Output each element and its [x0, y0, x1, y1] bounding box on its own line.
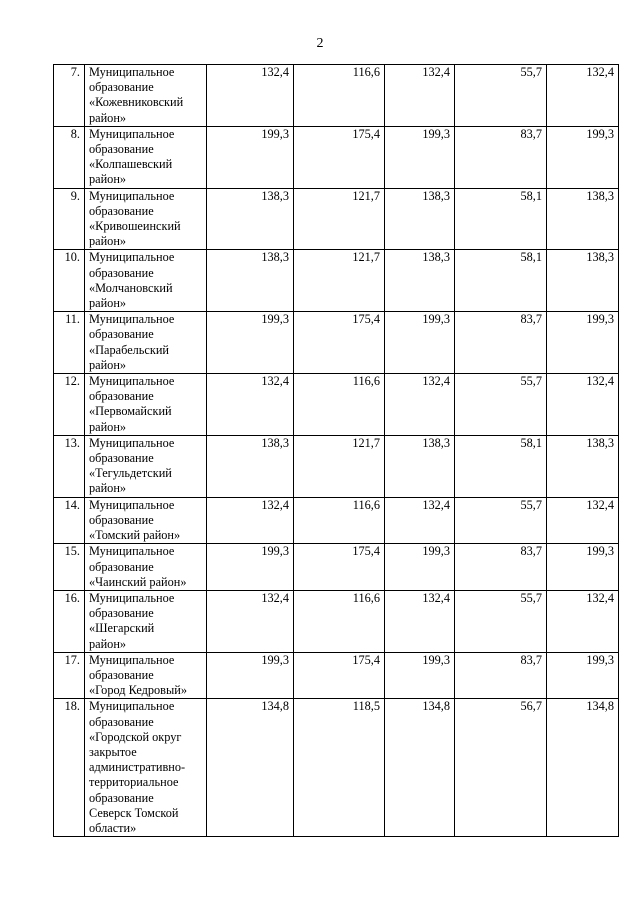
- row-number: 10.: [54, 250, 85, 312]
- value-cell-col-5: 132,4: [547, 65, 619, 127]
- value-cell-col-4: 58,1: [455, 250, 547, 312]
- value-cell-col-4: 55,7: [455, 374, 547, 436]
- value-cell-col-3: 132,4: [385, 65, 455, 127]
- municipality-name-line: Северск Томской: [89, 805, 179, 820]
- municipality-name-line: «Молчановский: [89, 280, 173, 295]
- table-row: [54, 497, 619, 544]
- value-cell-col-3: 138,3: [385, 250, 455, 312]
- municipality-name-cell: [85, 699, 207, 837]
- municipality-name-cell: [85, 250, 207, 312]
- value-cell-col-5: 132,4: [547, 590, 619, 652]
- value-cell-col-2: 116,6: [294, 374, 385, 436]
- allocation-table: [53, 64, 619, 837]
- value-cell-col-5: 138,3: [547, 435, 619, 497]
- municipality-name-line: Муниципальное: [89, 652, 175, 667]
- value-cell-col-5: 132,4: [547, 374, 619, 436]
- value-cell-col-1: 134,8: [207, 699, 294, 837]
- municipality-name-line: Муниципальное: [89, 188, 175, 203]
- value-cell-col-5: 132,4: [547, 497, 619, 544]
- municipality-name-cell: [85, 374, 207, 436]
- table-row: [54, 188, 619, 250]
- table-row: [54, 699, 619, 837]
- municipality-name-line: Муниципальное: [89, 435, 175, 450]
- municipality-name-line: район»: [89, 357, 127, 372]
- value-cell-col-4: 55,7: [455, 590, 547, 652]
- table-row: [54, 590, 619, 652]
- value-cell-col-1: 138,3: [207, 188, 294, 250]
- value-cell-col-3: 132,4: [385, 590, 455, 652]
- value-cell-col-2: 121,7: [294, 435, 385, 497]
- value-cell-col-4: 55,7: [455, 497, 547, 544]
- table-row: [54, 652, 619, 699]
- value-cell-col-5: 199,3: [547, 544, 619, 591]
- municipality-name-cell: [85, 497, 207, 544]
- value-cell-col-4: 83,7: [455, 126, 547, 188]
- value-cell-col-3: 199,3: [385, 126, 455, 188]
- municipality-name-line: образование: [89, 606, 154, 621]
- municipality-name-cell: [85, 65, 207, 127]
- row-number: 15.: [54, 544, 85, 591]
- value-cell-col-2: 121,7: [294, 250, 385, 312]
- value-cell-col-3: 132,4: [385, 374, 455, 436]
- municipality-name-line: образование: [89, 327, 154, 342]
- value-cell-col-5: 138,3: [547, 250, 619, 312]
- municipality-name-line: район»: [89, 234, 127, 249]
- municipality-name-line: «Первомайский: [89, 404, 172, 419]
- value-cell-col-2: 175,4: [294, 126, 385, 188]
- municipality-name-line: Муниципальное: [89, 65, 175, 79]
- municipality-name-line: «Томский район»: [89, 528, 181, 543]
- value-cell-col-2: 121,7: [294, 188, 385, 250]
- value-cell-col-5: 199,3: [547, 312, 619, 374]
- municipality-name-line: территориальное: [89, 775, 179, 790]
- municipality-name-line: «Тегульдетский: [89, 466, 172, 481]
- row-number: 16.: [54, 590, 85, 652]
- municipality-name-line: район»: [89, 419, 127, 434]
- municipality-name-cell: [85, 126, 207, 188]
- municipality-name-line: «Колпашевский: [89, 157, 173, 172]
- value-cell-col-4: 55,7: [455, 65, 547, 127]
- municipality-name-line: Муниципальное: [89, 699, 175, 714]
- row-number: 17.: [54, 652, 85, 699]
- row-number: 12.: [54, 374, 85, 436]
- value-cell-col-2: 116,6: [294, 497, 385, 544]
- row-number: 8.: [54, 126, 85, 188]
- row-number: 9.: [54, 188, 85, 250]
- municipality-name-line: Муниципальное: [89, 312, 175, 327]
- municipality-name-line: Муниципальное: [89, 544, 175, 559]
- municipality-name-cell: [85, 652, 207, 699]
- municipality-name-line: «Парабельский: [89, 342, 169, 357]
- row-number: 7.: [54, 65, 85, 127]
- municipality-name-line: «Кожевниковский: [89, 95, 184, 110]
- municipality-name-line: образование: [89, 389, 154, 404]
- value-cell-col-3: 138,3: [385, 188, 455, 250]
- municipality-name-line: Муниципальное: [89, 250, 175, 265]
- row-number: 14.: [54, 497, 85, 544]
- municipality-name-cell: [85, 544, 207, 591]
- municipality-name-line: район»: [89, 296, 127, 311]
- municipality-name-line: образование: [89, 80, 154, 95]
- municipality-name-line: Муниципальное: [89, 497, 175, 512]
- municipality-name-line: район»: [89, 110, 127, 125]
- municipality-name-line: административно-: [89, 760, 186, 775]
- municipality-name-line: образование: [89, 203, 154, 218]
- municipality-name-cell: [85, 590, 207, 652]
- municipality-name-line: образование: [89, 667, 154, 682]
- table-row: [54, 312, 619, 374]
- row-number: 18.: [54, 699, 85, 837]
- municipality-name-line: Муниципальное: [89, 374, 175, 389]
- municipality-name-line: образование: [89, 265, 154, 280]
- value-cell-col-3: 199,3: [385, 544, 455, 591]
- value-cell-col-5: 134,8: [547, 699, 619, 837]
- municipality-name-line: закрытое: [89, 744, 137, 759]
- value-cell-col-4: 83,7: [455, 312, 547, 374]
- municipality-name-line: образование: [89, 142, 154, 157]
- municipality-name-line: «Кривошеинский: [89, 219, 181, 234]
- table-row: [54, 435, 619, 497]
- value-cell-col-3: 199,3: [385, 652, 455, 699]
- value-cell-col-5: 199,3: [547, 652, 619, 699]
- value-cell-col-4: 83,7: [455, 544, 547, 591]
- value-cell-col-4: 83,7: [455, 652, 547, 699]
- value-cell-col-4: 58,1: [455, 435, 547, 497]
- value-cell-col-2: 118,5: [294, 699, 385, 837]
- value-cell-col-2: 175,4: [294, 312, 385, 374]
- table-row: [54, 374, 619, 436]
- page-number: 2: [316, 36, 324, 51]
- table-row: [54, 544, 619, 591]
- value-cell-col-2: 116,6: [294, 590, 385, 652]
- municipality-name-line: «Город Кедровый»: [89, 683, 187, 698]
- table-row: [54, 250, 619, 312]
- value-cell-col-2: 175,4: [294, 652, 385, 699]
- value-cell-col-3: 134,8: [385, 699, 455, 837]
- value-cell-col-1: 138,3: [207, 435, 294, 497]
- municipality-name-line: образование: [89, 790, 154, 805]
- value-cell-col-5: 199,3: [547, 126, 619, 188]
- value-cell-col-1: 199,3: [207, 126, 294, 188]
- row-number: 11.: [54, 312, 85, 374]
- value-cell-col-3: 138,3: [385, 435, 455, 497]
- municipality-name-line: Муниципальное: [89, 590, 175, 605]
- municipality-name-line: образование: [89, 512, 154, 527]
- value-cell-col-2: 175,4: [294, 544, 385, 591]
- municipality-name-line: район»: [89, 172, 127, 187]
- value-cell-col-4: 56,7: [455, 699, 547, 837]
- municipality-name-cell: [85, 312, 207, 374]
- value-cell-col-4: 58,1: [455, 188, 547, 250]
- value-cell-col-1: 199,3: [207, 312, 294, 374]
- municipality-name-cell: [85, 188, 207, 250]
- value-cell-col-1: 132,4: [207, 590, 294, 652]
- value-cell-col-1: 199,3: [207, 652, 294, 699]
- value-cell-col-1: 138,3: [207, 250, 294, 312]
- value-cell-col-1: 132,4: [207, 374, 294, 436]
- table-row: [54, 126, 619, 188]
- municipality-name-line: «Городской округ: [89, 729, 182, 744]
- municipality-name-line: район»: [89, 636, 127, 651]
- value-cell-col-3: 199,3: [385, 312, 455, 374]
- municipality-name-line: «Чаинский район»: [89, 574, 187, 589]
- municipality-name-line: район»: [89, 481, 127, 496]
- table-body: [54, 65, 619, 837]
- value-cell-col-1: 199,3: [207, 544, 294, 591]
- table-row: [54, 65, 619, 127]
- municipality-name-line: образование: [89, 451, 154, 466]
- value-cell-col-2: 116,6: [294, 65, 385, 127]
- row-number: 13.: [54, 435, 85, 497]
- municipality-name-line: Муниципальное: [89, 126, 175, 141]
- value-cell-col-5: 138,3: [547, 188, 619, 250]
- municipality-name-line: «Шегарский: [89, 621, 155, 636]
- municipality-name-line: образование: [89, 714, 154, 729]
- municipality-name-line: области»: [89, 820, 137, 835]
- value-cell-col-1: 132,4: [207, 497, 294, 544]
- value-cell-col-1: 132,4: [207, 65, 294, 127]
- municipality-name-line: образование: [89, 559, 154, 574]
- municipality-name-cell: [85, 435, 207, 497]
- value-cell-col-3: 132,4: [385, 497, 455, 544]
